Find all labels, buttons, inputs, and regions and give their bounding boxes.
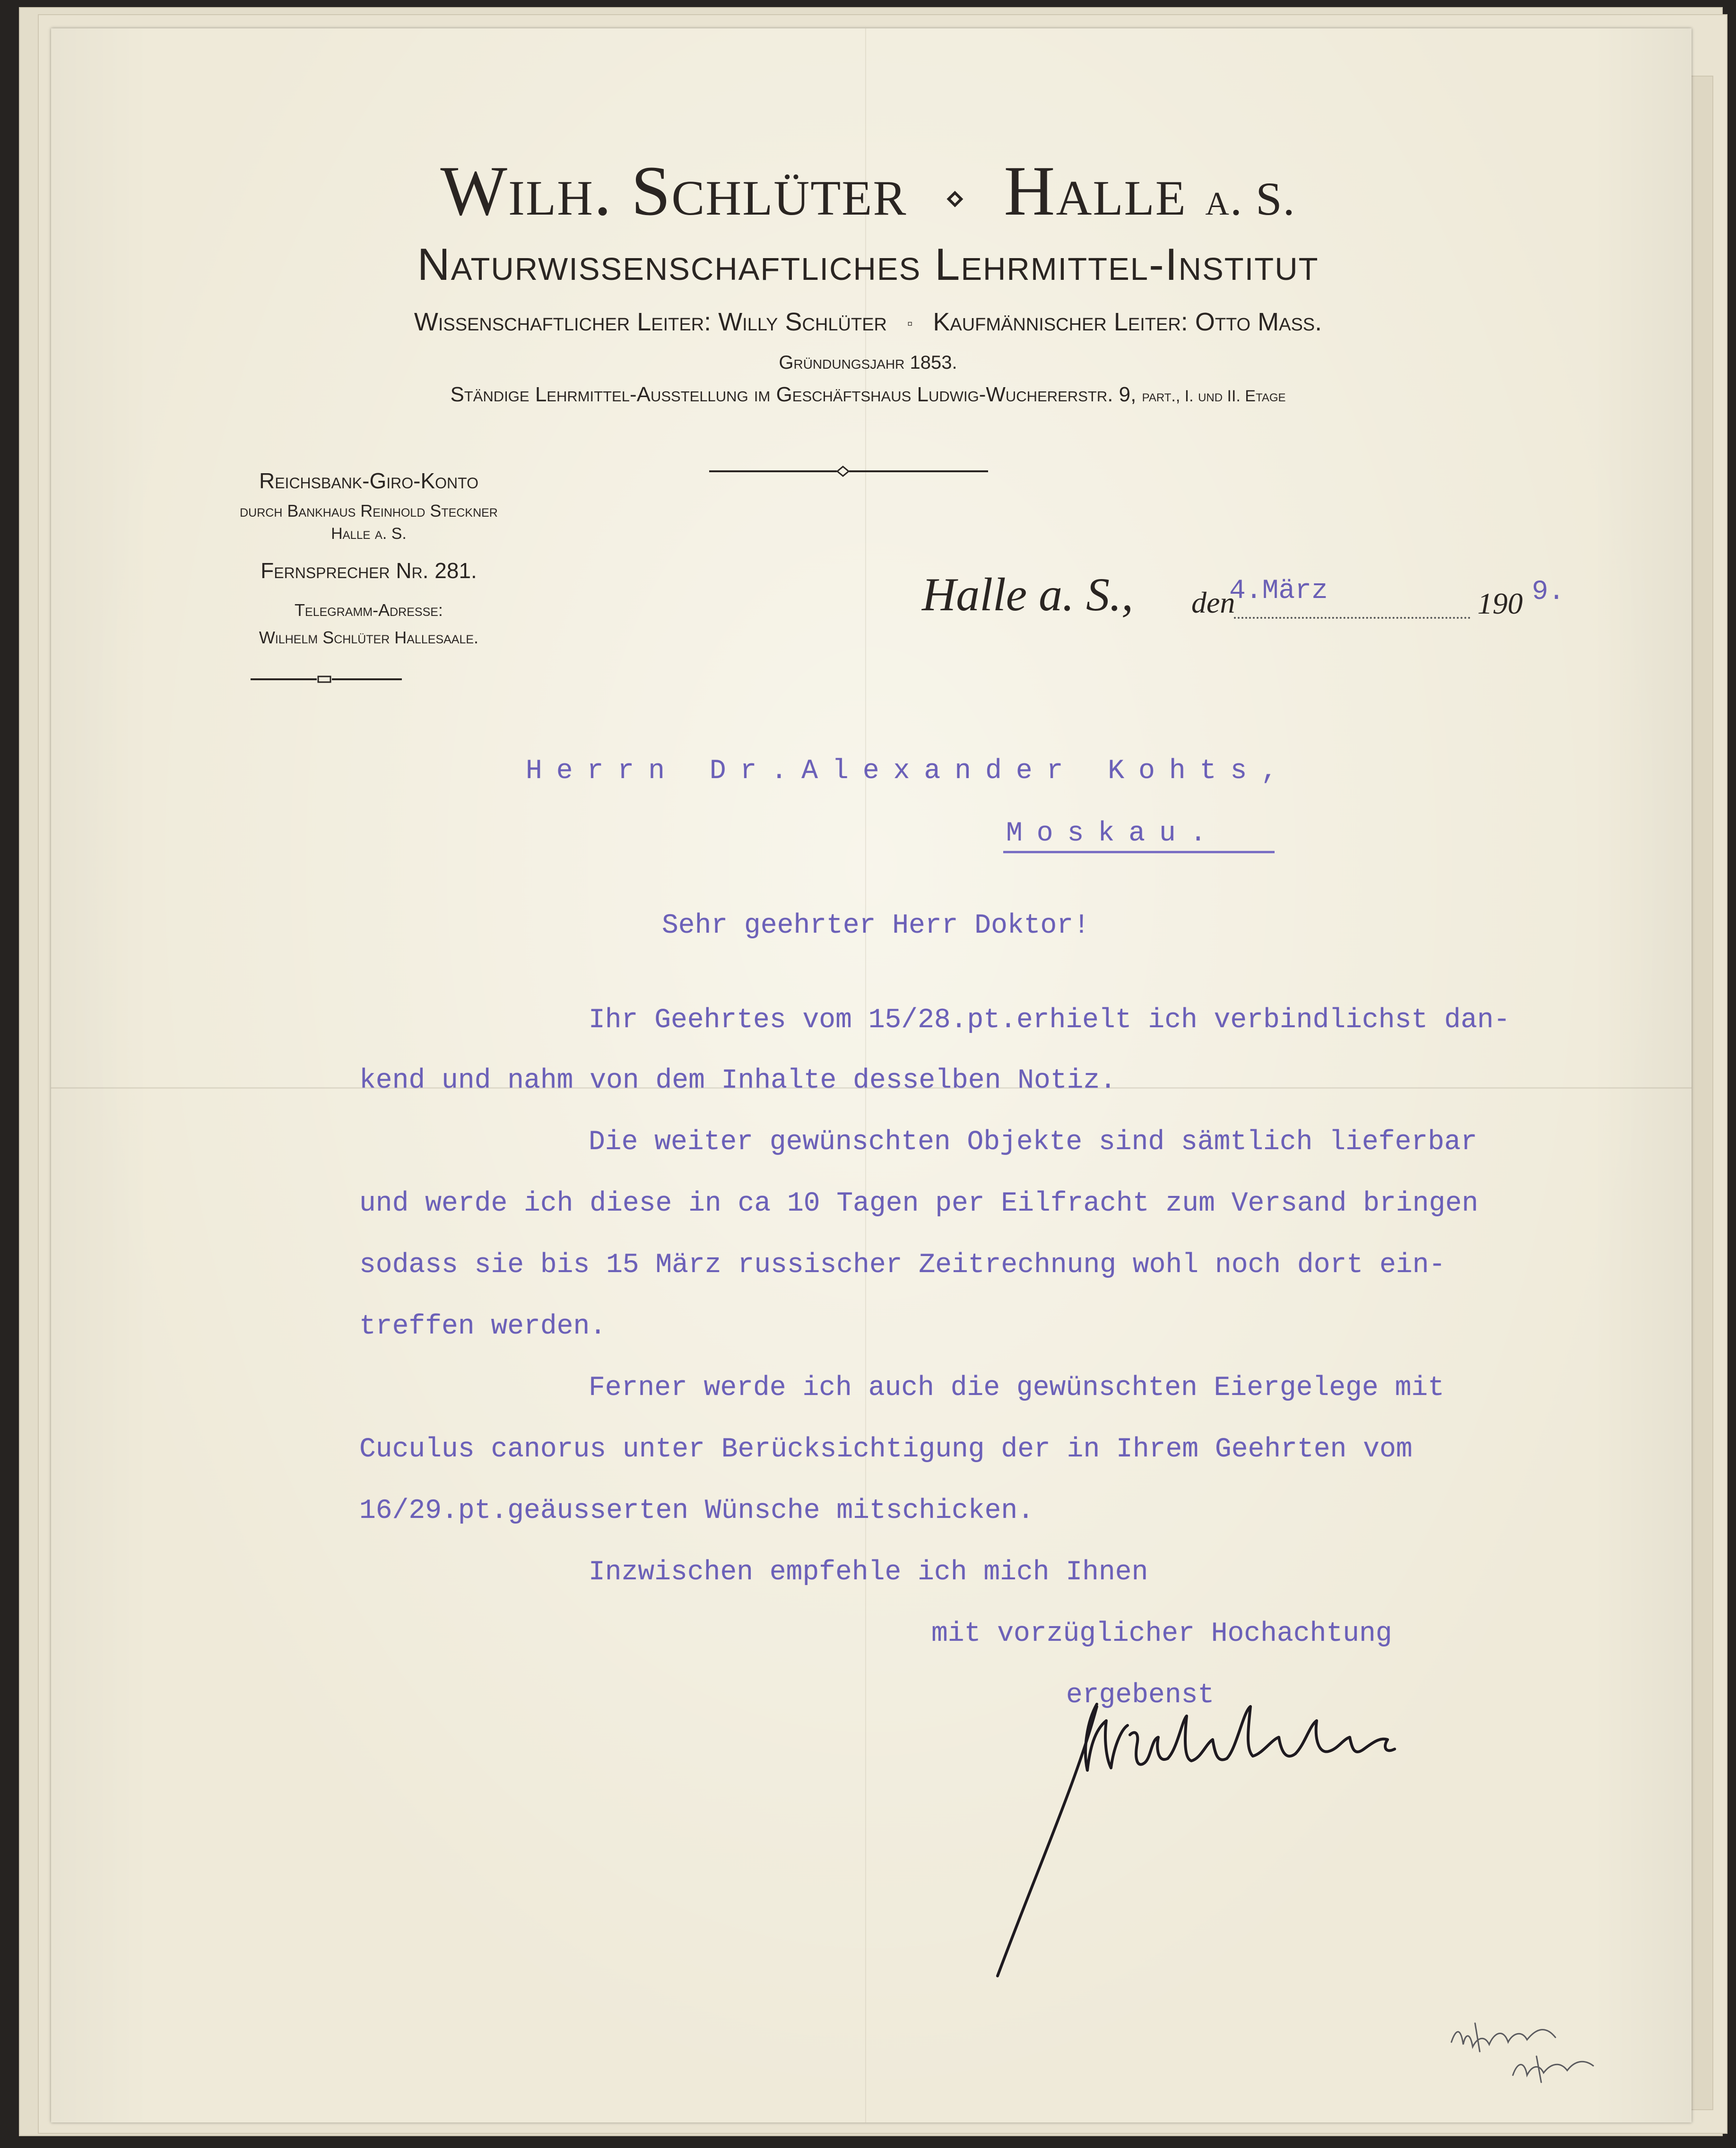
letterhead-founded: Gründungsjahr 1853. (779, 352, 957, 373)
scientific-leader-name: Willy Schlüter (718, 308, 887, 336)
scientific-leader-label: Wissenschaftlicher Leiter: (414, 308, 712, 336)
bank-via: durch Bankhaus Reinhold Steckner (240, 501, 498, 520)
bank-city: Halle a. S. (331, 525, 407, 543)
commercial-leader-name: Otto Mass. (1195, 308, 1322, 336)
body-line: Die weiter gewünschten Objekte sind sämtlich lieferbar (589, 1127, 1477, 1158)
date-place: Halle a. S., (922, 568, 1134, 621)
body-line: Cuculus canorus unter Berücksichtigung der in Ihrem Geehrten vom (359, 1434, 1413, 1465)
body-line: treffen werden. (359, 1311, 607, 1342)
phone-number: Fernsprecher Nr. 281. (260, 558, 477, 583)
closing-formula: mit vorzüglicher Hochachtung (931, 1619, 1392, 1649)
telegram-label: Telegramm-Adresse: (295, 600, 443, 620)
closing-ergebenst: ergebenst (1066, 1680, 1215, 1711)
exhibition-address: Ständige Lehrmittel-Ausstellung im Geschäftshaus Ludwig-Wuchererstr. 9, (450, 383, 1137, 406)
commercial-leader-label: Kaufmännischer Leiter: (933, 308, 1188, 336)
body-line: Ihr Geehrtes vom 15/28.pt.erhielt ich verbindlichst dan- (589, 1005, 1510, 1036)
letterhead-exhibition (0, 383, 1736, 407)
letterhead-institute: Naturwissenschaftliches Lehrmittel-Institut (417, 239, 1319, 290)
small-rule-ornament (251, 674, 402, 685)
letterhead-city: Halle (1004, 152, 1187, 230)
diamond-rule-ornament (709, 464, 988, 478)
handwritten-signature (969, 1692, 1442, 1985)
telegram-address: Wilhelm Schlüter Hallesaale. (259, 628, 479, 647)
square-separator-icon: ▫ (907, 315, 913, 332)
date-dotted-line (1234, 617, 1470, 619)
date-day-month: 4.März (1229, 576, 1328, 606)
letterhead-city-suffix: a. S. (1205, 173, 1296, 225)
addressee-underline (1003, 851, 1275, 853)
bank-account: Reichsbank-Giro-Konto (259, 468, 478, 493)
body-line: Ferner werde ich auch die gewünschten Eiergelege mit (589, 1373, 1444, 1403)
addressee-name: Herrn Dr.Alexander Kohts, (526, 756, 1292, 787)
body-line: Inzwischen empfehle ich mich Ihnen (589, 1557, 1148, 1588)
body-line: und werde ich diese in ca 10 Tagen per Eilfracht zum Versand bringen (359, 1188, 1478, 1219)
body-line: kend und nahm von dem Inhalte desselben Notiz. (359, 1065, 1117, 1096)
pencil-annotation (1442, 2000, 1641, 2104)
date-year-prefix: 190 (1477, 587, 1523, 620)
diamond-separator-icon: ⋄ (945, 181, 966, 217)
letterhead-name-first: Wilh. (440, 152, 613, 230)
exhibition-floors: part., I. und II. Etage (1142, 387, 1286, 405)
salutation: Sehr geehrter Herr Doktor! (662, 910, 1090, 941)
date-den: den (1191, 586, 1235, 619)
body-line: 16/29.pt.geäusserten Wünsche mitschicken. (359, 1496, 1034, 1526)
date-year-digit: 9. (1532, 577, 1565, 607)
date-line (922, 567, 1631, 629)
addressee-city: Moskau. (1006, 818, 1221, 849)
letterhead-title (0, 150, 1736, 232)
letterhead-leaders (0, 307, 1736, 337)
body-line: sodass sie bis 15 März russischer Zeitrechnung wohl noch dort ein- (359, 1250, 1446, 1281)
letterhead-name-last: Schlüter (631, 152, 907, 230)
